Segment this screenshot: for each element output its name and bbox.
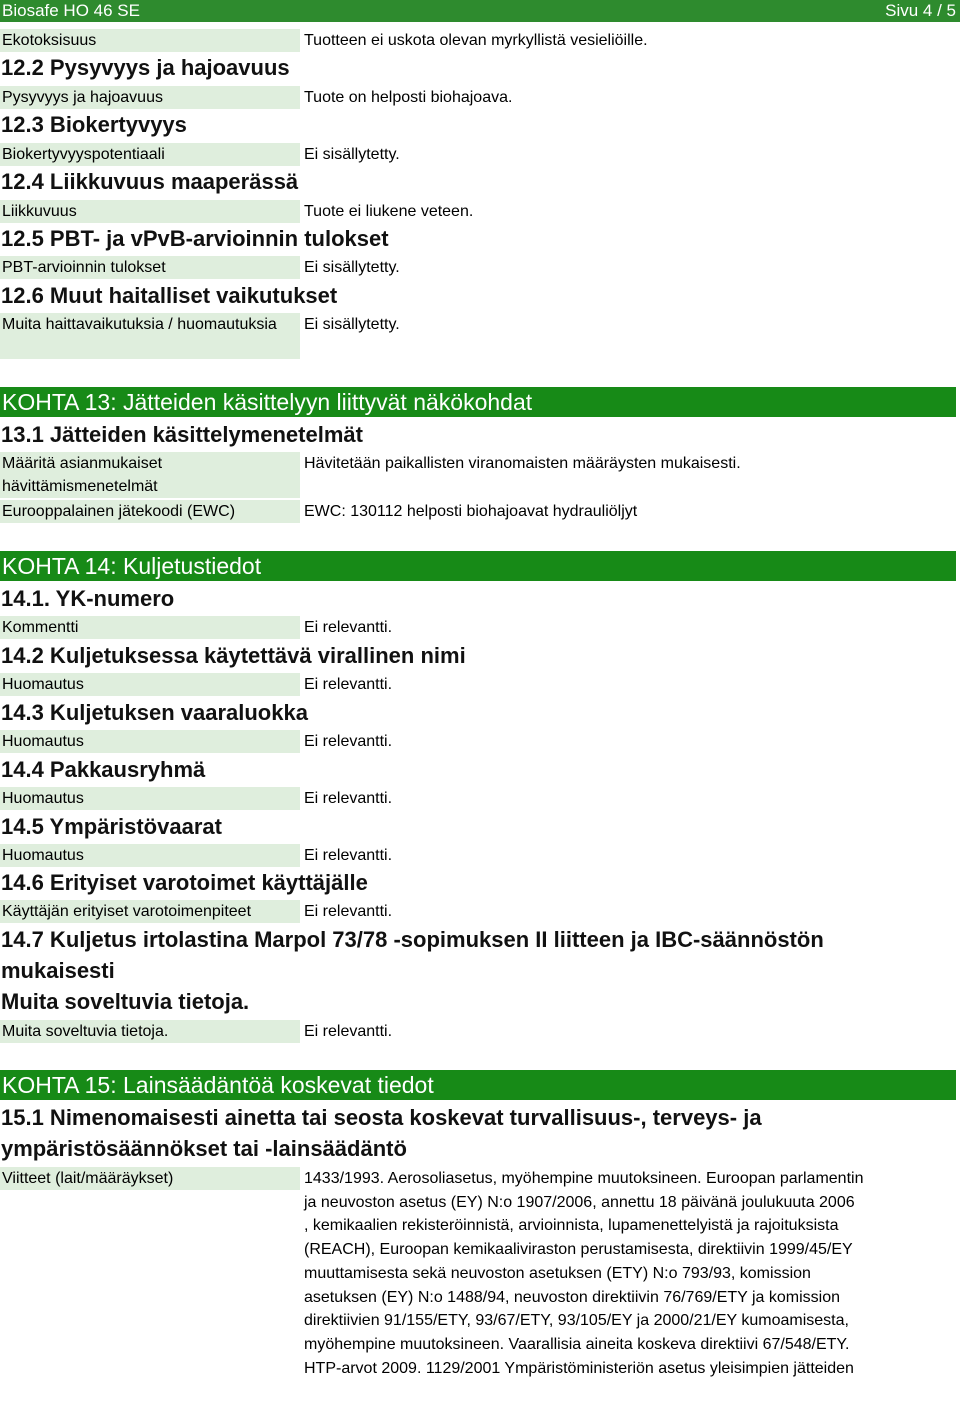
maarita-label: Määritä asianmukaiset hävittämismenetelmät: [0, 452, 300, 498]
huomautus-14-3-value: Ei relevantti.: [304, 733, 393, 750]
ewc-value: EWC: 130112 helposti biohajoavat hydrauliöljyt: [304, 503, 638, 520]
kayttajan-value: Ei relevantti.: [304, 903, 393, 920]
section-15-heading: KOHTA 15: Lainsäädäntöä koskevat tiedot: [0, 1070, 956, 1100]
ewc-label: Eurooppalainen jätekoodi (EWC): [0, 500, 300, 523]
heading-14-2: 14.2 Kuljetuksessa käytettävä virallinen nimi: [1, 643, 466, 668]
viitteet-line: (REACH), Euroopan kemikaaliviraston perustamisesta, direktiivin 1999/45/EY: [304, 1241, 853, 1259]
biokertyvyys-value: Ei sisällytetty.: [304, 146, 400, 163]
heading-14-6: 14.6 Erityiset varotoimet käyttäjälle: [1, 870, 368, 895]
heading-14-1: 14.1. YK-numero: [1, 586, 175, 611]
heading-14-5: 14.5 Ympäristövaarat: [1, 814, 222, 839]
muita-soveltuvia-heading: Muita soveltuvia tietoja.: [1, 989, 250, 1014]
huomautus-14-4-value: Ei relevantti.: [304, 790, 393, 807]
kommentti-label: Kommentti: [0, 616, 300, 639]
document-header-bar: [0, 0, 960, 22]
kayttajan-label: Käyttäjän erityiset varotoimenpiteet: [0, 900, 300, 923]
heading-14-7-line2: mukaisesti: [1, 958, 115, 983]
heading-14-7-line1: 14.7 Kuljetus irtolastina Marpol 73/78 -sopimuksen II liitteen ja IBC-säännöstön: [1, 927, 824, 952]
huomautus-14-5-value: Ei relevantti.: [304, 847, 393, 864]
viitteet-line: 1433/1993. Aerosoliasetus, myöhempine muutoksineen. Euroopan parlamentin: [304, 1170, 864, 1187]
huomautus-14-5-label: Huomautus: [0, 844, 300, 867]
viitteet-line: direktiivien 91/155/ETY, 93/67/ETY, 93/105/EY ja 2000/21/EY kumoamisesta,: [304, 1312, 849, 1330]
liikkuvuus-label: Liikkuvuus: [0, 200, 300, 223]
pbt-value: Ei sisällytetty.: [304, 259, 400, 276]
pysyvyys-label: Pysyvyys ja hajoavuus: [0, 86, 300, 109]
pbt-label: PBT-arvioinnin tulokset: [0, 256, 300, 279]
viitteet-text: [304, 1167, 863, 1380]
heading-14-3: 14.3 Kuljetuksen vaaraluokka: [1, 700, 308, 725]
heading-12-5: 12.5 PBT- ja vPvB-arvioinnin tulokset: [1, 226, 389, 251]
maarita-value: Hävitetään paikallisten viranomaisten määräysten mukaisesti.: [304, 455, 741, 472]
heading-12-6: 12.6 Muut haitalliset vaikutukset: [1, 283, 338, 308]
heading-14-4: 14.4 Pakkausryhmä: [1, 757, 206, 782]
heading-13-1: 13.1 Jätteiden käsittelymenetelmät: [1, 422, 363, 447]
heading-15-1-line2: ympäristösäännökset tai -lainsäädäntö: [1, 1136, 407, 1161]
huomautus-14-2-label: Huomautus: [0, 673, 300, 696]
biokertyvyys-label: Biokertyvyyspotentiaali: [0, 143, 300, 166]
liikkuvuus-value: Tuote ei liukene veteen.: [304, 203, 474, 220]
viitteet-label: Viitteet (lait/määräykset): [0, 1167, 300, 1190]
muita-soveltuvia-label: Muita soveltuvia tietoja.: [0, 1020, 300, 1043]
section-14-heading: KOHTA 14: Kuljetustiedot: [0, 551, 956, 581]
viitteet-line: , kemikaalien rekisteröinnistä, arvioinnista, lupamenettelyistä ja rajoituksista: [304, 1217, 839, 1235]
huomautus-14-4-label: Huomautus: [0, 787, 300, 810]
muita-haittavaikutuksia-label: Muita haittavaikutuksia / huomautuksia: [0, 313, 300, 359]
document-title: Biosafe HO 46 SE: [2, 1, 140, 20]
viitteet-line: asetuksen (EY) N:o 1488/94, neuvoston direktiivin 76/769/ETY ja komission: [304, 1288, 840, 1306]
heading-12-3: 12.3 Biokertyvyys: [1, 112, 187, 137]
viitteet-line: muuttamisesta sekä neuvoston asetuksen (ETY) N:o 793/93, komission: [304, 1264, 811, 1282]
viitteet-line: HTP-arvot 2009. 1129/2001 Ympäristöministeriön asetus yleisimpien jätteiden: [304, 1359, 854, 1377]
page-number: Sivu 4 / 5: [885, 1, 956, 20]
ekotoksisuus-label: Ekotoksisuus: [0, 29, 300, 52]
huomautus-14-2-value: Ei relevantti.: [304, 676, 393, 693]
viitteet-line: myöhempine muutoksineen. Vaarallisia aineita koskeva direktiivi 67/548/ETY.: [304, 1335, 850, 1353]
heading-12-2: 12.2 Pysyvyys ja hajoavuus: [1, 55, 290, 80]
muita-haittavaikutuksia-value: Ei sisällytetty.: [304, 316, 400, 333]
pysyvyys-value: Tuote on helposti biohajoava.: [304, 89, 513, 106]
section-13-heading: KOHTA 13: Jätteiden käsittelyyn liittyvät näkökohdat: [0, 387, 956, 417]
ekotoksisuus-value: Tuotteen ei uskota olevan myrkyllistä vesieliöille.: [304, 32, 648, 49]
kommentti-value: Ei relevantti.: [304, 619, 393, 636]
huomautus-14-3-label: Huomautus: [0, 730, 300, 753]
heading-12-4: 12.4 Liikkuvuus maaperässä: [1, 169, 299, 194]
muita-soveltuvia-value: Ei relevantti.: [304, 1023, 393, 1040]
heading-15-1-line1: 15.1 Nimenomaisesti ainetta tai seosta koskevat turvallisuus-, terveys- ja: [1, 1105, 762, 1130]
viitteet-line: ja neuvoston asetus (EY) N:o 1907/2006, annettu 18 päivänä joulukuuta 2006: [304, 1193, 855, 1211]
